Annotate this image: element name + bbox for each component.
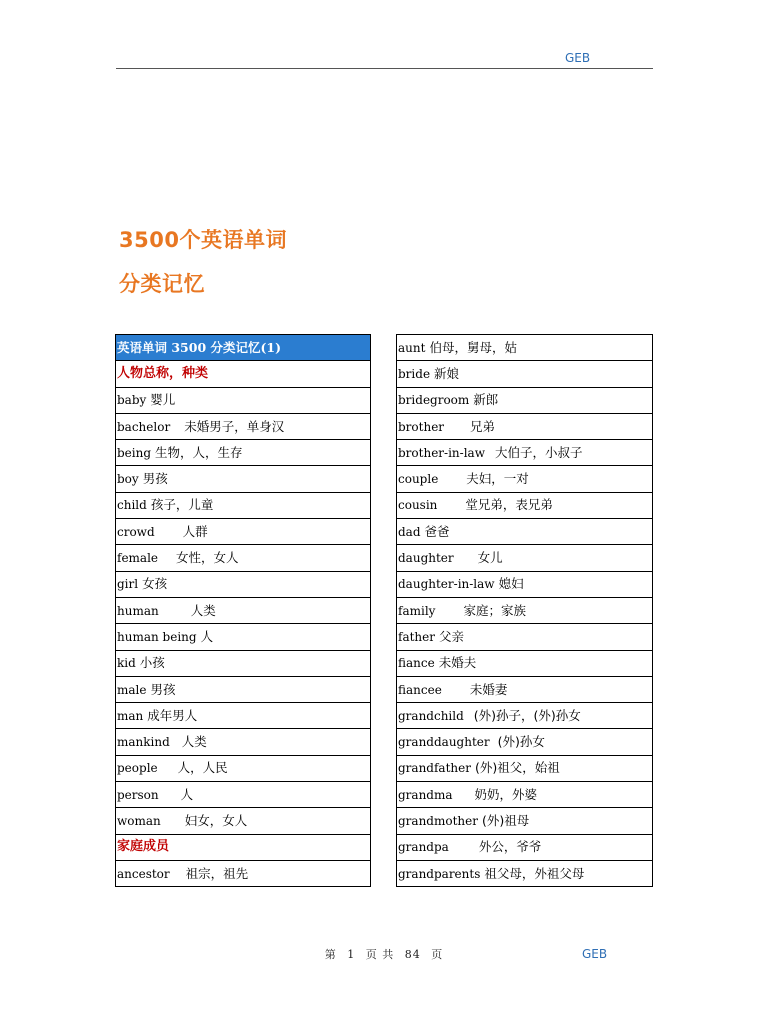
chinese-meaning: 人 [180,786,194,802]
chinese-meaning: 孩子，儿童 [150,497,214,513]
vocab-entry [397,676,653,702]
chinese-meaning: 祖父母，外祖父母 [484,865,585,881]
vocab-entry [116,466,371,492]
chinese-meaning: 爸爸 [424,523,450,539]
chinese-meaning: 堂兄弟，表兄弟 [465,497,553,513]
chinese-meaning: 小孩 [139,655,165,671]
left-table-row [116,808,371,834]
right-table-row [397,860,653,886]
chinese-meaning: 女性，女人 [176,550,239,566]
vocab-entry [397,729,653,755]
english-word: woman [117,813,161,828]
vocab-entry [397,782,653,808]
english-word: fiance [398,656,435,671]
english-word: ancestor [117,866,170,881]
vocab-entry [116,729,371,755]
vocab-entry [397,387,653,413]
english-word: bride [398,366,431,381]
left-table-row [116,492,371,518]
left-table-row [116,440,371,466]
left-table-row [116,519,371,545]
vocab-entry [116,519,371,545]
chinese-meaning: 奶奶，外婆 [474,786,538,802]
right-table-row [397,361,653,387]
left-table-row [116,676,371,702]
left-table-row [116,335,371,361]
english-word: brother [398,419,445,434]
english-word: bridegroom [398,393,470,408]
right-table-row [397,413,653,439]
chinese-meaning: 祖宗，祖先 [185,865,249,881]
right-table-row [397,703,653,729]
left-table-row [116,571,371,597]
left-table-row [116,782,371,808]
english-word: brother-in-law [398,445,485,460]
right-table-row [397,519,653,545]
left-table-row [116,466,371,492]
page-suffix: 页 [431,948,444,961]
english-word: crowd [117,524,155,539]
right-table-row [397,545,653,571]
right-table-row [397,466,653,492]
chinese-meaning: (外)孙子，(外)孙女 [473,707,581,723]
right-table-row [397,624,653,650]
english-word: male [117,682,147,697]
english-word: daughter [398,551,454,566]
english-word: baby [117,393,147,408]
vocab-entry [397,466,653,492]
document-subtitle: 分类记忆 [119,272,205,296]
right-table-row [397,834,653,860]
page-number [0,946,768,962]
chinese-meaning: 人群 [182,523,208,539]
vocab-entry [397,703,653,729]
chinese-meaning: 新郎 [473,392,499,408]
english-word: fiancee [398,682,442,697]
right-table-row [397,650,653,676]
vocab-entry [116,571,371,597]
chinese-meaning: 人，人民 [177,760,228,776]
vocab-entry [116,387,371,413]
left-table-row [116,597,371,623]
left-table-row [116,834,371,860]
english-word: kid [117,656,136,671]
left-table-row [116,860,371,886]
vocab-entry [116,624,371,650]
english-word: family [398,603,436,618]
vocab-entry [397,650,653,676]
document-title: 3500个英语单词 [119,228,287,252]
right-table-row [397,676,653,702]
page-current: 1 [347,948,356,961]
chinese-meaning: 大伯子，小叔子 [494,444,583,460]
vocab-entry [397,545,653,571]
english-word: female [117,551,159,566]
vocab-entry [116,755,371,781]
vocab-entry [116,650,371,676]
english-word: grandfather [398,761,471,776]
left-table-row [116,387,371,413]
right-table-row [397,729,653,755]
vocab-entry [397,755,653,781]
vocab-entry [116,703,371,729]
right-table-row [397,571,653,597]
page-header-brand: GEB [565,51,591,65]
vocab-entry [397,335,653,361]
english-word: grandchild [398,708,464,723]
left-table-row [116,703,371,729]
english-word: granddaughter [398,735,490,750]
vocab-entry [116,808,371,834]
right-table-row [397,440,653,466]
vocab-entry [397,440,653,466]
english-word: dad [398,524,421,539]
page-mid: 页 共 [365,948,395,961]
category-heading: 家庭成员 [116,834,371,860]
chinese-meaning: 女儿 [477,550,503,566]
chinese-meaning: 人 [200,628,214,644]
vocab-entry [116,782,371,808]
chinese-meaning: 父亲 [438,628,464,644]
english-word: man [117,708,144,723]
chinese-meaning: (外)孙女 [497,734,545,750]
english-word: mankind [117,735,170,750]
english-word: person [117,787,159,802]
category-heading: 人物总称，种类 [116,361,371,387]
vocab-entry [397,860,653,886]
chinese-meaning: 妇女，女人 [184,812,248,828]
left-table-row [116,650,371,676]
right-table-row [397,335,653,361]
english-word: aunt [398,340,426,355]
right-table-row [397,597,653,623]
vocab-entry [397,808,653,834]
chinese-meaning: 新娘 [434,365,460,381]
page-prefix: 第 [324,948,337,961]
english-word: bachelor [117,419,171,434]
vocab-entry [397,834,653,860]
chinese-meaning: 外公，爷爷 [478,839,542,855]
right-table-row [397,808,653,834]
chinese-meaning: (外)祖父，始祖 [474,760,560,776]
chinese-meaning: 人类 [181,734,207,750]
english-word: daughter-in-law [398,577,495,592]
english-word: grandmother [398,813,478,828]
chinese-meaning: 生物，人，生存 [155,444,243,460]
english-word: grandma [398,787,453,802]
vocab-table-left [115,334,371,887]
english-word: people [117,761,158,776]
vocab-entry [397,519,653,545]
left-table-row [116,755,371,781]
english-word: father [398,629,435,644]
chinese-meaning: 男孩 [150,681,176,697]
chinese-meaning: 男孩 [142,471,168,487]
chinese-meaning: 家庭；家族 [463,602,526,618]
vocab-entry [397,571,653,597]
left-table-row [116,413,371,439]
vocab-entry [116,676,371,702]
vocab-entry [397,492,653,518]
chinese-meaning: 成年男人 [147,707,198,723]
english-word: human being [117,629,197,644]
vocab-entry [116,440,371,466]
chinese-meaning: (外)祖母 [481,812,530,828]
vocab-entry [116,492,371,518]
english-word: human [117,603,159,618]
english-word: girl [117,577,139,592]
left-table-row [116,545,371,571]
left-table-row [116,624,371,650]
vocab-table-right [396,334,653,887]
right-table-row [397,782,653,808]
header-rule [116,68,653,69]
english-word: cousin [398,498,438,513]
vocab-entry [397,413,653,439]
chinese-meaning: 伯母，舅母，姑 [429,339,517,355]
right-table-row [397,492,653,518]
chinese-meaning: 婴儿 [150,392,176,408]
english-word: couple [398,472,439,487]
vocab-entry [116,413,371,439]
chinese-meaning: 未婚男子，单身汉 [184,418,285,434]
vocab-entry [116,597,371,623]
right-table-row [397,387,653,413]
english-word: child [117,498,147,513]
vocab-entry [116,860,371,886]
chinese-meaning: 夫妇，一对 [466,471,529,487]
english-word: grandpa [398,840,449,855]
page-footer-brand: GEB [582,947,608,961]
table-header-cell: 英语单词 3500 分类记忆(1) [116,335,371,361]
chinese-meaning: 媳妇 [498,576,524,592]
chinese-meaning: 未婚夫 [438,655,477,671]
english-word: being [117,445,152,460]
chinese-meaning: 女孩 [142,576,168,592]
english-word: grandparents [398,866,481,881]
english-word: boy [117,472,139,487]
chinese-meaning: 人类 [190,602,216,618]
left-table-row [116,361,371,387]
chinese-meaning: 兄弟 [470,418,496,434]
vocab-entry [397,597,653,623]
vocab-entry [397,624,653,650]
right-table-row [397,755,653,781]
vocab-entry [397,361,653,387]
page-total: 84 [404,948,421,961]
chinese-meaning: 未婚妻 [469,681,508,697]
left-table-row [116,729,371,755]
vocab-entry [116,545,371,571]
